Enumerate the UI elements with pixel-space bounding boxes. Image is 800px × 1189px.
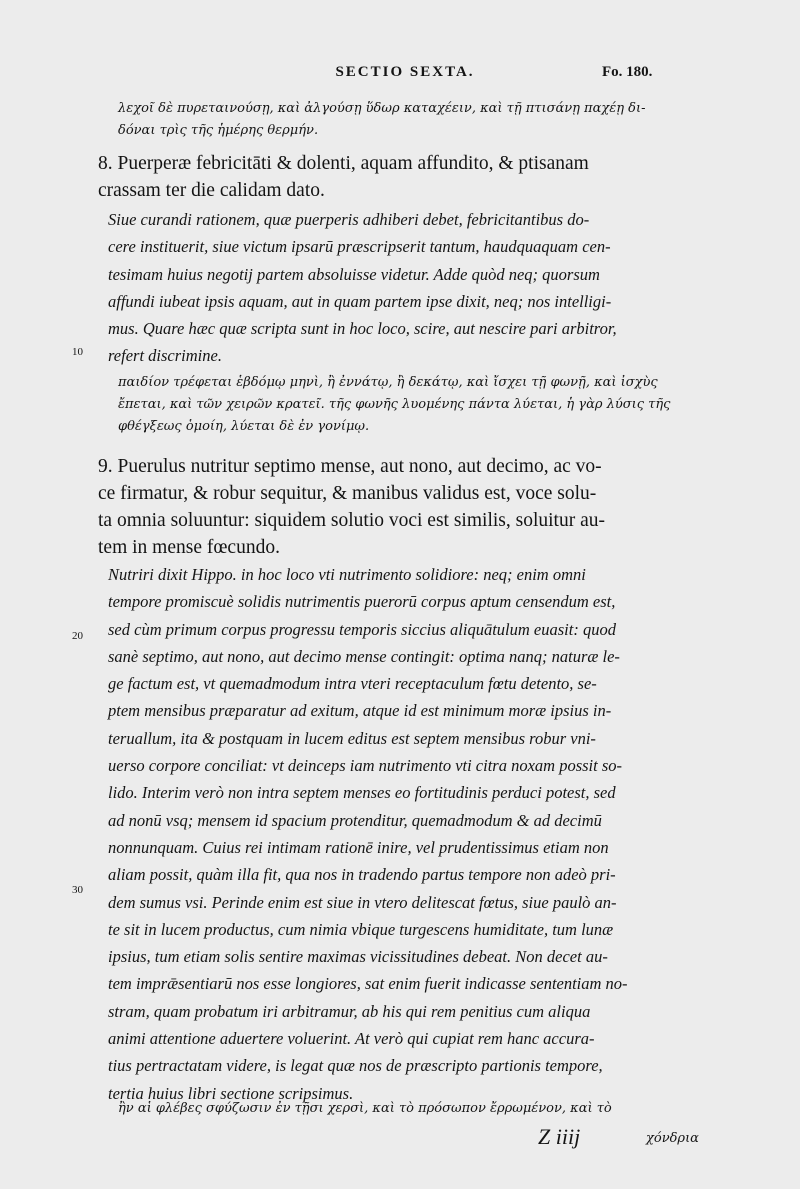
aphorism-line: tem in mense fœcundo. [98,537,280,558]
commentary-line: Nutriri dixit Hippo. in hoc loco vti nutrimento solidiore: neq; enim omni [108,565,586,584]
commentary-line: sanè septimo, aut nono, aut decimo mense contingit: optima nanq; naturæ le- [108,646,620,666]
commentary-line: ptem mensibus præparatur ad exitum, atque id est minimum moræ ipsius in- [108,701,612,721]
commentary-line: affundi iubeat ipsis aquam, aut in quam partem ipse dixit, neq; nos intelligi- [108,291,612,311]
greek-line: λεχοῖ δὲ πυρεταινούσῃ, καὶ ἀλγούσῃ ὕδωρ καταχέειν, καὶ τῇ πτισάνῃ παχέῃ δι- [118,101,646,116]
aphorism-8 [98,150,718,204]
commentary-8 [108,206,718,370]
commentary-line: mus. Quare hæc quæ scripta sunt in hoc loco, scire, aut nescire pari arbitror, [108,319,617,339]
signature-mark: Z iiij [538,1124,581,1149]
aphorism-line: 8. Puerperæ febricitāti & dolenti, aquam affundito, & ptisanam [98,153,589,174]
commentary-line: stram, quam probatum iri arbitramur, ab his qui rem penitius cum aliqua [108,1001,591,1021]
commentary-line: nonnunquam. Cuius rei intimam rationē inire, vel prudentissimus etiam non [108,837,609,857]
aphorism-line: crassam ter die calidam dato. [98,180,325,201]
commentary-line: sed cùm primum corpus progressu temporis siccius aliquātulum euasit: quod [108,619,616,639]
greek-line: δόναι τρὶς τῆς ἡμέρης θερμήν. [118,123,319,138]
commentary-line: tem imprǣsentiarū nos esse longiores, sat enim fuerit indicasse sententiam no- [108,974,628,994]
aphorism-9 [98,453,718,561]
commentary-line: ipsius, tum etiam solis sentire maximas vicissitudines debeat. Non decet au- [108,947,608,967]
aphorism-line: ta omnia soluuntur: siquidem solutio voci est similis, soluitur au- [98,510,605,531]
greek-text-block-1 [118,98,718,142]
commentary-line: animi attentione aduertere voluerint. At verò qui cupiat rem hanc accura- [108,1029,595,1049]
greek-line: ἔπεται, καὶ τῶν χειρῶν κρατεῖ. τῆς φωνῆς λυομένης πάντα λύεται, ἡ γὰρ λύσις τῆς [118,397,671,412]
aphorism-line: ce firmatur, & robur sequitur, & manibus validus est, voce solu- [98,483,597,504]
commentary-line: ad nonū vsq; mensem id spacium protenditur, quemadmodum & ad decimū [108,810,602,830]
commentary-line: dem sumus vsi. Perinde enim est siue in vtero delitescat fœtus, siue paulò an- [108,892,617,912]
commentary-line: tesimam huius negotij partem absoluisse videtur. Adde quòd neq; quorsum [108,264,600,284]
greek-line: παιδίον τρέφεται ἑβδόμῳ μηνὶ, ἢ ἐννάτῳ, ἢ δεκάτῳ, καὶ ἴσχει τῇ φωνῇ, καὶ ἰσχὺς [118,375,658,390]
commentary-line: te sit in lucem productus, cum nimia vbique turgescens humiditate, tum lunæ [108,919,614,939]
commentary-9 [108,561,718,1107]
commentary-line: tertia huius libri sectione scripsimus. [108,1083,354,1103]
commentary-line: ge factum est, vt quemadmodum intra vteri receptaculum fœtu detento, se- [108,674,597,694]
aphorism-line: 9. Puerulus nutritur septimo mense, aut nono, aut decimo, ac vo- [98,456,602,477]
greek-line: φθέγξεως ὁμοίη, λύεται δὲ ἐν γονίμῳ. [118,419,370,434]
commentary-line: tius pertractatam videre, is legat quæ nos de præscripto partionis tempore, [108,1056,603,1076]
greek-text-block-3 [118,1098,718,1120]
commentary-line: cere instituerit, siue victum ipsarū præscripserit tantum, haudquaquam cen- [108,237,611,257]
commentary-line: tempore promiscuè solidis nutrimentis puerorū corpus aptum censendum est, [108,592,616,612]
running-title: SECTIO SEXTA. [335,64,475,80]
line-number-10: 10 [72,346,83,358]
commentary-line: teruallum, ita & postquam in lucem editus est septem mensibus robur vni- [108,728,596,748]
commentary-line: uerso corpore conciliat: vt deinceps iam nutrimento vti citra noxam possit so- [108,756,623,776]
line-number-20: 20 [72,630,83,642]
line-number-30: 30 [72,884,83,896]
commentary-line: lido. Interim verò non intra septem menses eo fortitudinis perduci potest, sed [108,783,616,803]
greek-text-block-2 [118,372,718,438]
commentary-line: aliam possit, quàm illa fit, qua nos in tradendo partus tempore non adeò pri- [108,865,616,885]
folio-number: Fo. 180. [602,64,653,80]
greek-line: ἢν αἱ φλέβες σφύζωσιν ἐν τῇσι χερσὶ, καὶ τὸ πρόσωπον ἔρρωμένον, καὶ τὸ [118,1101,612,1116]
commentary-line: refert discrimine. [108,346,222,366]
commentary-line: Siue curandi rationem, quæ puerperis adhiberi debet, febricitantibus do- [108,210,590,229]
catchword: χόνδρια [646,1131,699,1146]
